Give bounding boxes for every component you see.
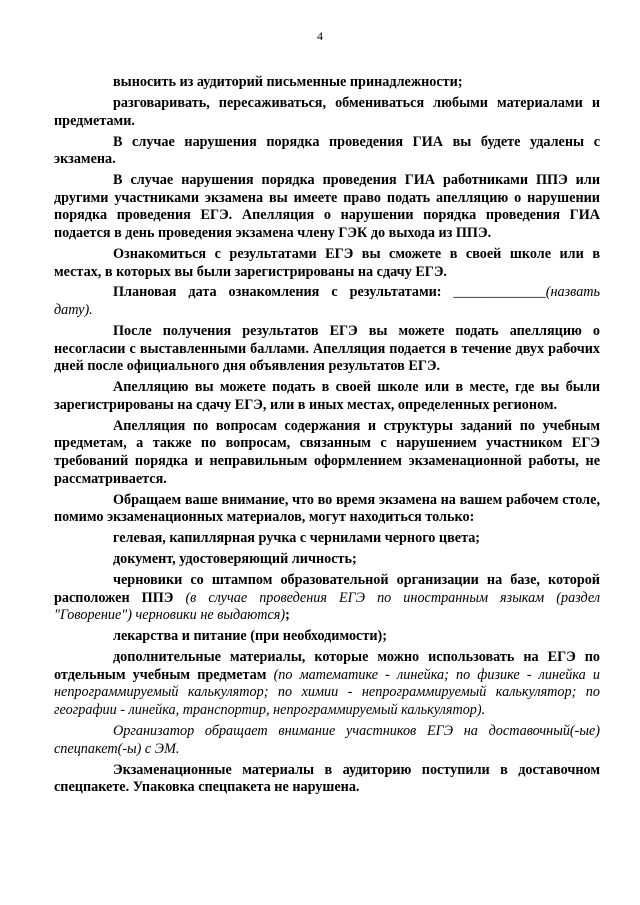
document-body (54, 74, 601, 800)
paragraph-2: разговаривать, пересаживаться, обмениваться любыми материалами и предметами. (54, 94, 600, 129)
paragraph-3: В случае нарушения порядка проведения ГИА вы будете удалены с экзамена. (54, 133, 600, 168)
plan-date-hint: (назвать дату). (54, 284, 600, 319)
paragraph-7: После получения результатов ЕГЭ вы можете подать апелляцию о несогласии с выставленными баллами. Апелляция подается в течение двух рабочих дней после официального дня объявления результатов ЕГЭ. (54, 323, 600, 375)
page-number: 4 (317, 29, 323, 43)
plan-date-blank: _____________ (453, 284, 546, 301)
paragraph-5: Ознакомиться с результатами ЕГЭ вы сможете в своей школе или в местах, в которых вы были зарегистрированы на сдачу ЕГЭ. (54, 245, 600, 280)
paragraph-15 (54, 649, 600, 719)
drafts-text: черновики со штампом образовательной организации на базе, которой расположен ППЭ (54, 572, 600, 606)
plan-date-label: Плановая дата ознакомления с результатами: (113, 284, 442, 301)
paragraph-1: выносить из аудиторий письменные принадлежности; (113, 74, 463, 90)
paragraph-16: Организатор обращает внимание участников ЕГЭ на доставочный(-ые) спецпакет(-ы) с ЭМ. (54, 723, 600, 757)
paragraph-13 (54, 572, 600, 625)
paragraph-17: Экзаменационные материалы в аудиторию поступили в доставочном спецпакете. Упаковка спецпакета не нарушена. (54, 761, 600, 796)
paragraph-4: В случае нарушения порядка проведения ГИА работниками ППЭ или другими участниками экзамена вы имеете право подать апелляцию о нарушении порядка проведения ЕГЭ. Апелляция о нарушении порядка проведения ГИА подается в день проведения экзамена члену ГЭК до выхода из ППЭ. (54, 172, 600, 241)
paragraph-12: документ, удостоверяющий личность; (113, 551, 357, 568)
paragraph-8: Апелляцию вы можете подать в своей школе или в месте, где вы были зарегистрированы на сдачу ЕГЭ, или в иных местах, определенных регионом. (54, 379, 600, 413)
drafts-note: (в случае проведения ЕГЭ по иностранным языкам (раздел "Говорение") черновики не выдаются) (54, 589, 601, 624)
drafts-end: ; (285, 607, 290, 624)
extra-materials-note: (по математике - линейка; по физике - линейка и непрограммируемый калькулятор; по химии - непрограммируемый калькулятор; по географии - линейка, транспортир, непрограммируемый калькулятор). (54, 666, 600, 719)
paragraph-9: Апелляция по вопросам содержания и структуры заданий по учебным предметам, а также по вопросам, связанным с нарушением участником ЕГЭ требований порядка и неправильным оформлением экзаменационной работы, не рассматривается. (54, 417, 600, 487)
paragraph-14: лекарства и питание (при необходимости); (113, 628, 387, 645)
paragraph-11: гелевая, капиллярная ручка с чернилами черного цвета; (113, 530, 481, 547)
extra-materials-text: дополнительные материалы, которые можно использовать на ЕГЭ по отдельным учебным предметам (54, 649, 600, 683)
paragraph-6 (54, 284, 600, 319)
paragraph-10: Обращаем ваше внимание, что во время экзамена на вашем рабочем столе, помимо экзаменационных материалов, могут находиться только: (54, 491, 600, 526)
